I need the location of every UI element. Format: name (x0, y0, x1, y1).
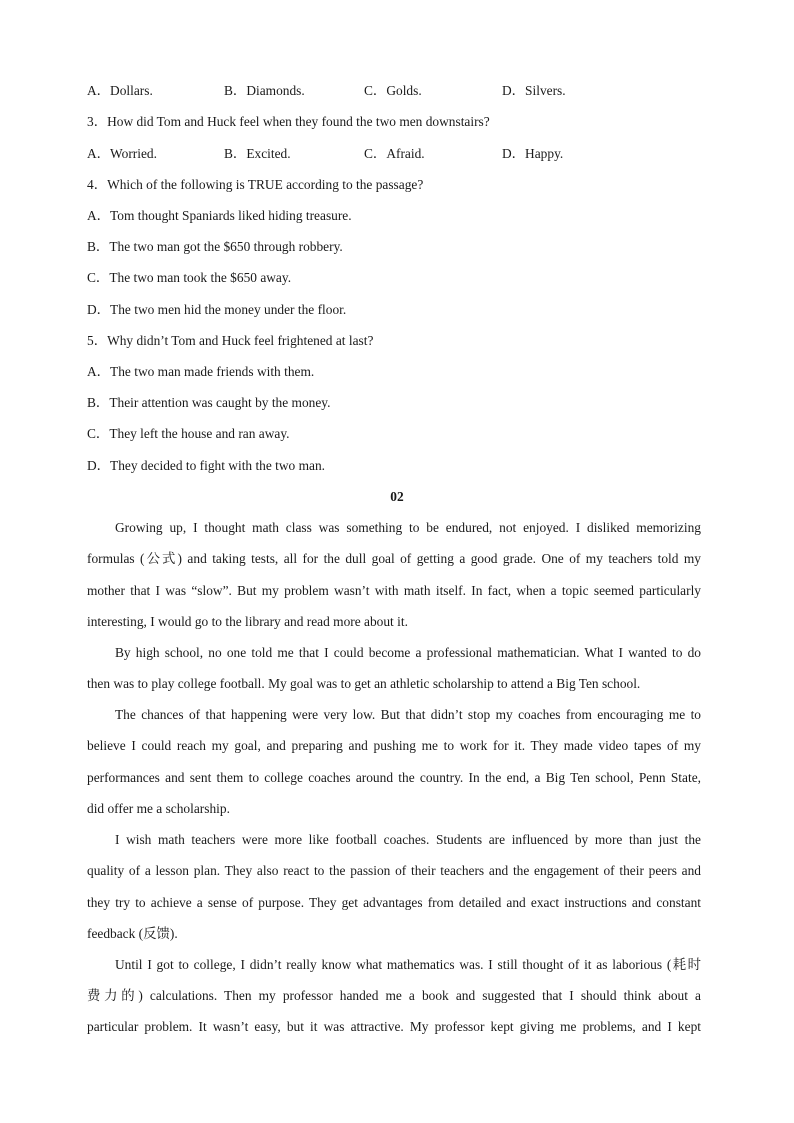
q4-option-d: D．The two men hid the money under the floor. (87, 302, 347, 317)
q3-option-d: D．Happy. (502, 146, 564, 161)
passage-line: 费力的) calculations. Then my professor handed me a book and suggested that I should think about a (87, 988, 701, 1003)
q4-option-c: C．The two man took the $650 away. (87, 270, 292, 285)
passage-line: mother that I was “slow”. But my problem wasn’t with math itself. In fact, when a topic seemed particularly (87, 583, 701, 598)
q4-option-a: A．Tom thought Spaniards liked hiding treasure. (87, 208, 352, 223)
passage-line: performances and sent them to college coaches around the country. In the end, a Big Ten school, Penn State, (87, 770, 701, 785)
passage-line: Growing up, I thought math class was something to be endured, not enjoyed. I disliked memorizing (115, 520, 701, 535)
q3-option-a: A．Worried. (87, 146, 157, 161)
passage-line: Until I got to college, I didn’t really know what mathematics was. I still thought of it as laborious (耗时 (115, 957, 701, 972)
passage-line: did offer me a scholarship. (87, 801, 230, 816)
q3-option-c: C．Afraid. (364, 146, 425, 161)
passage-line: then was to play college football. My goal was to get an athletic scholarship to attend a Big Ten school. (87, 676, 641, 691)
passage-line: feedback (反馈). (87, 926, 178, 941)
q5-option-a: A．The two man made friends with them. (87, 364, 315, 379)
q2-option-a: A．Dollars. (87, 83, 153, 98)
passage-line: By high school, no one told me that I could become a professional mathematician. What I wanted to do (115, 645, 701, 660)
q3-option-b: B．Excited. (224, 146, 291, 161)
q2-option-d: D．Silvers. (502, 83, 566, 98)
passage-line: believe I could reach my goal, and preparing and pushing me to work for it. They made video tapes of my (87, 738, 701, 753)
passage-line: I wish math teachers were more like football coaches. Students are influenced by more than just the (115, 832, 701, 847)
q5-option-d: D．They decided to fight with the two man. (87, 458, 326, 473)
q4-question: 4．Which of the following is TRUE according to the passage? (87, 177, 424, 192)
passage-line: they try to achieve a sense of purpose. They get advantages from detailed and exact instructions and constant (87, 895, 701, 910)
q5-question: 5．Why didn’t Tom and Huck feel frightened at last? (87, 333, 374, 348)
q4-option-b: B．The two man got the $650 through robbery. (87, 239, 343, 254)
passage-line: particular problem. It wasn’t easy, but it was attractive. My professor kept giving me problems, and I kept (87, 1019, 701, 1034)
q2-option-c: C．Golds. (364, 83, 422, 98)
passage-line: interesting, I would go to the library and read more about it. (87, 614, 408, 629)
q2-option-b: B．Diamonds. (224, 83, 305, 98)
passage-line: The chances of that happening were very low. But that didn’t stop my coaches from encouraging me to (115, 707, 701, 722)
section-heading: 02 (390, 489, 404, 504)
q5-option-b: B．Their attention was caught by the money. (87, 395, 331, 410)
passage-line: quality of a lesson plan. They also react to the passion of their teachers and the engagement of their peers and (87, 863, 701, 878)
q5-option-c: C．They left the house and ran away. (87, 426, 290, 441)
passage-line: formulas (公式) and taking tests, all for the dull goal of getting a good grade. One of my teachers told my (87, 551, 701, 566)
q3-question: 3．How did Tom and Huck feel when they found the two men downstairs? (87, 114, 490, 129)
